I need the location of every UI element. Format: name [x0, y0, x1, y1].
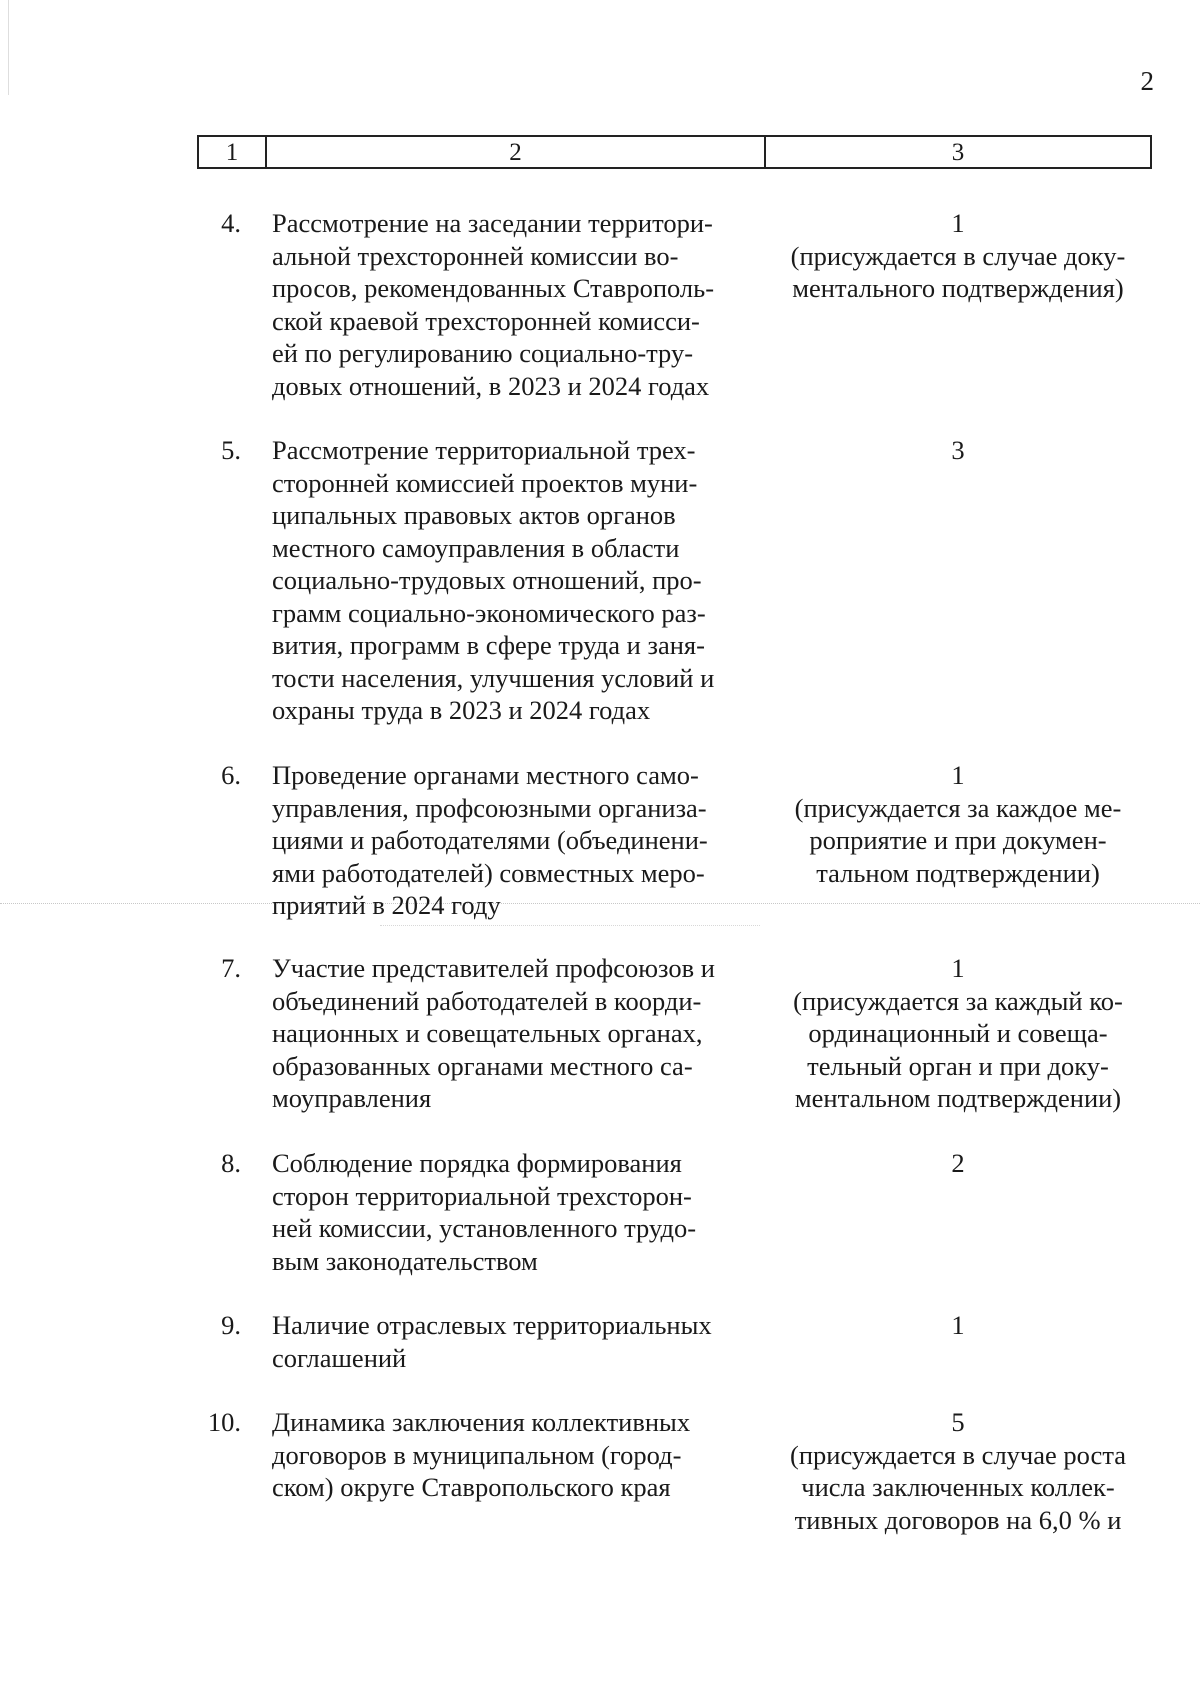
- row-score: [773, 952, 1143, 1115]
- score-note-line: (присуждается в случае роста: [790, 1439, 1126, 1470]
- score-note-line: (присуждается за каждый ко-: [793, 985, 1123, 1016]
- description-line: ями работодателей) совместных меро-: [272, 857, 705, 888]
- score-note-line: тальном подтверждении): [816, 857, 1100, 888]
- row-number: 5.: [221, 435, 241, 465]
- description-line: Проведение органами местного само-: [272, 760, 699, 790]
- row-number: 9.: [221, 1310, 241, 1340]
- description-line: Рассмотрение на заседании территори-: [272, 208, 713, 238]
- row-description: [272, 759, 752, 922]
- description-line: просов, рекомендованных Ставрополь-: [272, 273, 715, 303]
- table-header: [197, 135, 1152, 169]
- score-note-line: тивных договоров на 6,0 % и: [794, 1504, 1122, 1535]
- score-value: 3: [951, 435, 965, 465]
- description-line: вым законодательством: [272, 1245, 538, 1276]
- description-line: ней комиссии, установленного трудо-: [272, 1213, 697, 1243]
- description-line: социально-трудовых отношений, про-: [272, 565, 702, 595]
- score-note-line: ментального подтверждения): [792, 273, 1124, 303]
- description-line: ском) округе Ставропольского края: [272, 1472, 671, 1502]
- description-line: грамм социально-экономического раз-: [272, 597, 706, 628]
- score-note-line: тельный орган и при доку-: [807, 1050, 1109, 1081]
- score-value: 5: [951, 1407, 965, 1437]
- row-description: [272, 1147, 752, 1277]
- row-score: [773, 1309, 1143, 1342]
- score-value: 1: [951, 208, 965, 238]
- description-line: национных и совещательных органах,: [272, 1018, 703, 1048]
- table-header-col-3: 3: [951, 138, 965, 166]
- description-line: альной трехсторонней комиссии во-: [272, 240, 679, 271]
- row-score: [773, 759, 1143, 889]
- description-line: охраны труда в 2023 и 2024 годах: [272, 695, 651, 725]
- row-score: [773, 434, 1143, 467]
- scan-edge-mark: [8, 0, 9, 95]
- row-number: 10.: [207, 1407, 241, 1437]
- row-description: [272, 1309, 752, 1374]
- description-line: сторон территориальной трехсторон-: [272, 1180, 692, 1211]
- description-line: договоров в муниципальном (город-: [272, 1439, 682, 1470]
- score-note-line: роприятие и при докумен-: [809, 825, 1107, 855]
- description-line: циями и работодателями (объединени-: [272, 825, 708, 855]
- row-description: [272, 207, 752, 402]
- description-line: ей по регулированию социально-тру-: [272, 338, 694, 368]
- description-line: Наличие отраслевых территориальных: [272, 1310, 712, 1340]
- row-number: 8.: [221, 1148, 241, 1178]
- score-note-line: ментальном подтверждении): [794, 1083, 1122, 1113]
- description-line: объединений работодателей в коорди-: [272, 985, 702, 1016]
- description-line: соглашений: [272, 1342, 407, 1373]
- description-line: ципальных правовых актов органов: [272, 500, 676, 530]
- row-number: 7.: [221, 953, 241, 983]
- row-score: [773, 1147, 1143, 1180]
- description-line: приятий в 2024 году: [272, 890, 501, 920]
- description-line: Участие представителей профсоюзов и: [272, 953, 715, 983]
- score-note-line: числа заключенных коллек-: [801, 1472, 1115, 1502]
- description-line: тости населения, улучшения условий и: [272, 662, 715, 693]
- scan-artifact-line: [380, 925, 760, 926]
- score-note-line: (присуждается в случае доку-: [790, 240, 1126, 271]
- score-value: 1: [951, 953, 965, 983]
- score-note-line: ординационный и совеща-: [808, 1018, 1108, 1048]
- row-number: 4.: [221, 208, 241, 238]
- table-header-col-2: 2: [267, 137, 766, 167]
- description-line: Соблюдение порядка формирования: [272, 1148, 682, 1178]
- score-value: 2: [951, 1148, 965, 1178]
- description-line: довых отношений, в 2023 и 2024 годах: [272, 370, 710, 401]
- score-value: 1: [951, 760, 965, 790]
- description-line: Динамика заключения коллективных: [272, 1407, 691, 1437]
- row-score: [773, 1406, 1143, 1536]
- description-line: вития, программ в сфере труда и заня-: [272, 630, 705, 660]
- description-line: местного самоуправления в области: [272, 532, 680, 563]
- description-line: управления, профсоюзными организа-: [272, 792, 707, 823]
- description-line: моуправления: [272, 1083, 432, 1113]
- row-description: [272, 434, 752, 727]
- score-value: 1: [951, 1310, 965, 1340]
- row-score: [773, 207, 1143, 305]
- score-note-line: (присуждается за каждое ме-: [794, 792, 1122, 823]
- description-line: сторонней комиссией проектов муни-: [272, 467, 698, 498]
- row-description: [272, 1406, 752, 1504]
- table-header-col-1: 1: [199, 137, 267, 167]
- description-line: ской краевой трехсторонней комисси-: [272, 305, 700, 336]
- row-description: [272, 952, 752, 1115]
- description-line: образованных органами местного са-: [272, 1050, 693, 1081]
- description-line: Рассмотрение территориальной трех-: [272, 435, 696, 465]
- page-number: 2: [1140, 66, 1154, 96]
- row-number: 6.: [221, 760, 241, 790]
